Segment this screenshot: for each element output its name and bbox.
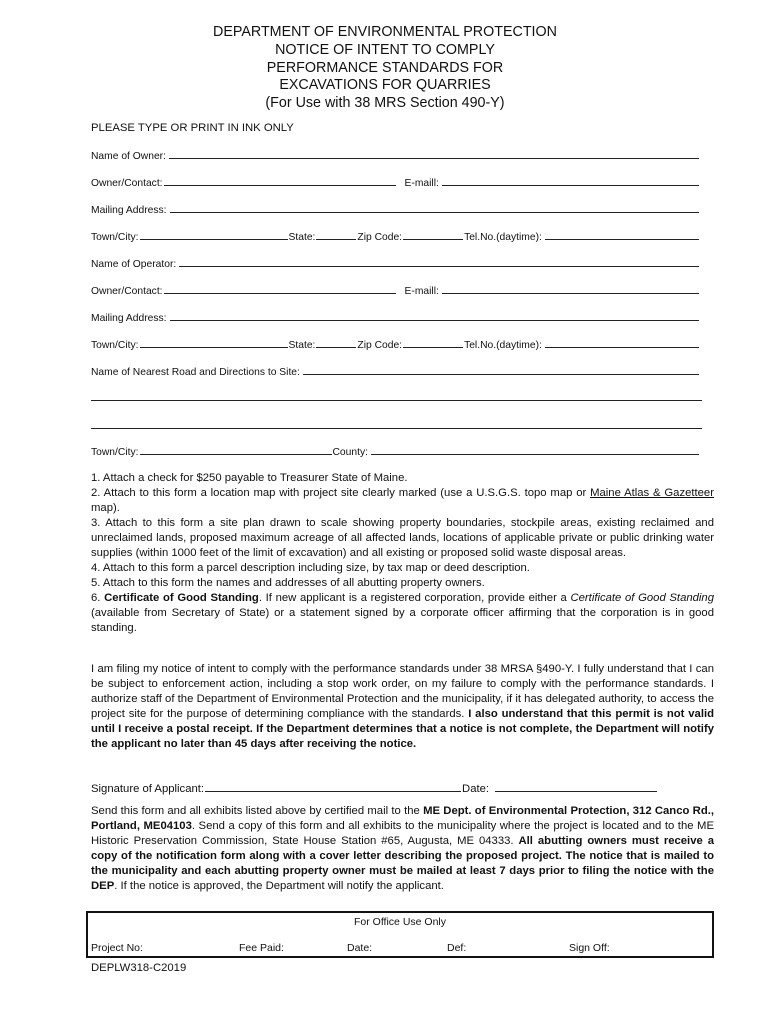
item-6 [91,591,714,636]
item-4: 4. Attach to this form a parcel description including size, by tax map or deed description. [91,562,530,574]
operator-zip-label: Zip Code: [357,340,403,351]
item-6-bold: Certificate of Good Standing [104,592,259,604]
operator-town-label: Town/City: [91,340,139,351]
declaration-text: I am filing my notice of intent to comply with the performance standards under 38 MRSA §490-Y. I fully understand that I can be subject to enforcement action, including a stop work order, on my failure to comply with the performance standards. I authorize staff of the Department of Environmental Protection and the municipality, if it has delegated authority, to access the project site for the purpose of determining compliance with the standards. [91,663,714,720]
mailing-text-1: Send this form and all exhibits listed above by certified mail to the [91,805,424,817]
item-5: 5. Attach to this form the names and addresses of all abutting property owners. [91,577,485,589]
owner-mailing-row [91,203,702,217]
mailing-text-2: . Send a copy of this form and all exhibits to the municipality where the project is located and to the ME Historic Preservation Commission, State House Station #65, Augusta, ME 04333. [91,820,715,847]
site-town-field[interactable] [140,445,332,455]
mailing-text-3: . If the notice is approved, the Department will notify the applicant. [114,880,444,892]
fee-paid-label: Fee Paid: [239,942,284,954]
signature-row [91,781,691,795]
operator-email-field[interactable] [442,284,699,294]
item-2 [91,486,714,516]
owner-email-field[interactable] [442,176,699,186]
owner-zip-field[interactable] [403,230,463,240]
title-line-5: (For Use with 38 MRS Section 490-Y) [265,95,505,112]
site-county-label: County: [332,447,368,458]
owner-name-field[interactable] [169,149,699,159]
owner-tel-label: Tel.No.(daytime): [464,232,542,243]
site-road-row [91,365,702,379]
item-2-tail: map). [91,502,120,514]
date-field[interactable] [495,781,657,792]
owner-town-field[interactable] [140,230,288,240]
owner-town-row [91,230,702,244]
title-line-1: DEPARTMENT OF ENVIRONMENTAL PROTECTION [213,24,557,40]
office-use-header: For Office Use Only [354,916,446,928]
owner-contact-row [91,176,702,190]
operator-name-row [91,257,702,271]
owner-mailing-label: Mailing Address: [91,205,167,216]
title-line-3: PERFORMANCE STANDARDS FOR [266,59,504,76]
declaration-bold: I also understand that this permit is not valid until I receive a postal receipt. If the Department determines that a notice is not complete, the Department will notify the applicant no later than 45 days after receiving the notice. [91,708,714,750]
owner-contact-field[interactable] [164,176,396,186]
form-code: DEPLW318-C2019 [91,962,187,974]
operator-contact-field[interactable] [164,284,396,294]
sign-off-label: Sign Off: [569,942,610,954]
form-title [0,24,770,113]
operator-state-label: State: [288,340,316,351]
site-road-label: Name of Nearest Road and Directions to Site: [91,367,300,378]
operator-contact-label: Owner/Contact: [91,286,163,297]
attachments-list [91,471,714,636]
operator-state-field[interactable] [316,338,356,348]
item-1: 1. Attach a check for $250 payable to Treasurer State of Maine. [91,472,408,484]
owner-zip-label: Zip Code: [357,232,403,243]
print-instruction: PLEASE TYPE OR PRINT IN INK ONLY [91,122,294,134]
site-road-field[interactable] [303,365,699,375]
operator-name-field[interactable] [179,257,699,267]
operator-mailing-row [91,311,702,325]
site-town-row [91,445,702,459]
owner-contact-label: Owner/Contact: [91,178,163,189]
office-use-box [86,911,714,958]
dep-address: ME Dept. of Environmental Protection, 312 Canco Rd., Portland, ME04103 [91,805,715,832]
mailing-instructions [91,804,714,894]
site-directions-line-1[interactable] [91,400,702,401]
operator-contact-row [91,284,702,298]
operator-town-field[interactable] [140,338,288,348]
title-line-2: NOTICE OF INTENT TO COMPLY [275,41,495,58]
owner-town-label: Town/City: [91,232,139,243]
abutter-notice: All abutting owners must receive a copy of the notification form along with a cover letter describing the proposed project. The notice that is mailed to the municipality and each abutting property owner must be mailed at least 7 days prior to filing the notice with the DEP [91,835,714,892]
date-office-label: Date: [347,942,373,954]
operator-email-label: E-maill: [404,286,439,297]
owner-name-row [91,149,702,163]
signature-label: Signature of Applicant: [91,783,205,795]
operator-zip-field[interactable] [403,338,463,348]
site-directions-line-2[interactable] [91,428,702,429]
operator-mailing-label: Mailing Address: [91,313,167,324]
item-6-mid: . If new applicant is a registered corporation, provide either a [258,592,571,604]
maine-atlas-link: Maine Atlas & Gazetteer [590,487,714,499]
declaration-paragraph [91,662,714,752]
site-town-label: Town/City: [91,447,139,458]
owner-state-field[interactable] [316,230,356,240]
operator-mailing-field[interactable] [170,311,699,321]
owner-state-label: State: [288,232,316,243]
item-3: 3. Attach to this form a site plan drawn to scale showing property boundaries, stockpile areas, existing reclaimed and unreclaimed lands, proposed maximum acreage of all affected lands, locations of applicable private or public drinking water supplies (within 1000 feet of the limit of excavation) and all existing or proposed solid waste disposal areas. [91,517,714,559]
operator-tel-field[interactable] [545,338,699,348]
item-6-num: 6. [91,592,105,604]
date-label: Date: [462,783,490,795]
operator-tel-label: Tel.No.(daytime): [464,340,542,351]
operator-town-row [91,338,702,352]
item-6-italic: Certificate of Good Standing [570,592,714,604]
item-6-tail: (available from Secretary of State) or a statement signed by a corporate officer affirming that the corporation is in good standing. [91,607,714,634]
owner-name-label: Name of Owner: [91,151,166,162]
owner-email-label: E-maill: [404,178,439,189]
operator-name-label: Name of Operator: [91,259,177,270]
def-label: Def: [447,942,467,954]
project-no-label: Project No: [91,942,143,954]
site-county-field[interactable] [371,445,699,455]
item-2-text: 2. Attach to this form a location map with project site clearly marked (use a U.S.G.S. topo map or [91,487,591,499]
title-line-4: EXCAVATIONS FOR QUARRIES [279,77,491,94]
owner-tel-field[interactable] [545,230,699,240]
signature-field[interactable] [205,781,461,792]
owner-mailing-field[interactable] [170,203,699,213]
